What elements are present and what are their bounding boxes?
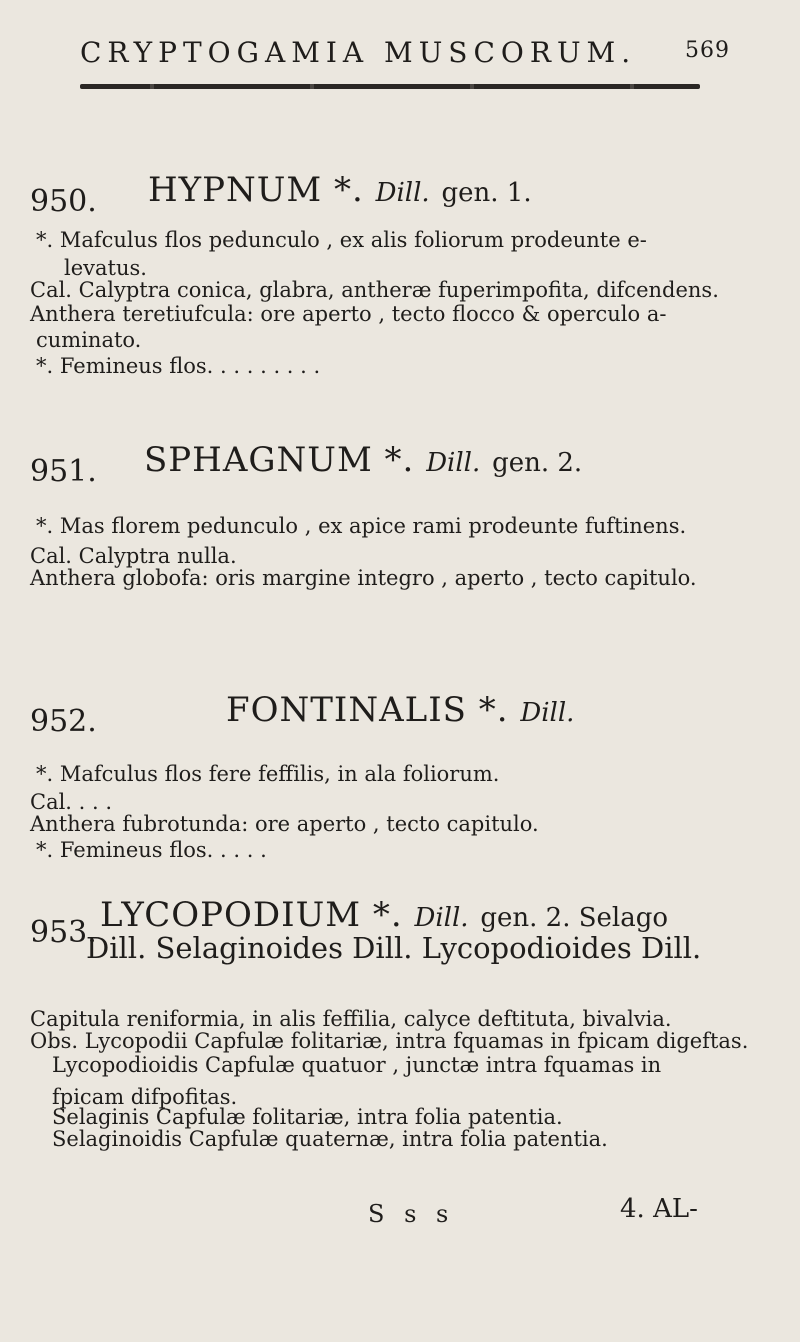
genus-authority: Dill. [414,903,469,933]
entry-line: Capitula reniformia, in alis feffilia, calyce deftituta, bivalvia. [30,1007,672,1031]
entry-line: Cal. Calyptra nulla. [30,544,237,568]
entry-line: *. Femineus flos. . . . . [36,838,267,862]
genus-name: FONTINALIS *. [226,690,509,730]
entry-line: Selaginoidis Capfulæ quaternæ, intra folia patentia. [52,1127,608,1151]
entry-line: Obs. Lycopodii Capfulæ folitariæ, intra fquamas in fpicam digeftas. [30,1029,749,1053]
entry-line: Anthera teretiufcula: ore aperto , tecto flocco & operculo a- [30,302,667,326]
header-rule [80,84,700,89]
genus-name: SPHAGNUM *. [144,440,415,480]
genus-name: LYCOPODIUM *. [100,895,403,935]
entry-number: 952. [30,704,97,739]
genus-authority: Dill. [375,178,430,208]
genus-authority: Dill. [520,698,575,728]
entry-line: Anthera fubrotunda: ore aperto , tecto capitulo. [30,812,539,836]
entry-line: *. Mafculus flos fere feffilis, in ala foliorum. [36,762,500,786]
running-title: CRYPTOGAMIA MUSCORUM. [80,36,637,69]
entry-number: 951. [30,454,97,489]
entry-line: Cal. Calyptra conica, glabra, antheræ fuperimpofita, difcendens. [30,278,719,302]
genus-heading [226,690,574,730]
genus-reference: gen. 2. [492,448,583,478]
genus-heading [148,170,532,210]
genus-reference: gen. 1. [441,178,532,208]
genus-name: HYPNUM *. [148,170,364,210]
entry-line: levatus. [64,256,147,280]
entry-line: *. Femineus flos. . . . . . . . . [36,354,321,378]
genus-authority: Dill. [426,448,481,478]
catchword: 4. AL- [620,1194,698,1224]
entry-line: fpicam difpofitas. [52,1085,238,1109]
entry-line: Cal. . . . [30,790,113,814]
entry-line: *. Mafculus flos pedunculo , ex alis foliorum prodeunte e- [36,228,647,252]
genus-reference: gen. 2. Selago [480,903,669,933]
entry-number: 953. [30,915,97,950]
genus-heading [144,440,582,480]
entry-line: Dill. Selaginoides Dill. Lycopodioides Dill. [86,931,702,965]
page-number: 569 [685,38,730,63]
entry-line: Anthera globofa: oris margine integro , aperto , tecto capitulo. [30,566,697,590]
entry-line: cuminato. [36,328,142,352]
genus-heading [100,895,668,935]
entry-line: Lycopodioidis Capfulæ quatuor , junctæ intra fquamas in [52,1053,662,1077]
entry-line: *. Mas florem pedunculo , ex apice rami prodeunte fuftinens. [36,514,687,538]
signature-mark: S s s [368,1200,455,1228]
entry-number: 950. [30,184,97,219]
entry-line: Selaginis Capfulæ folitariæ, intra folia patentia. [52,1105,563,1129]
